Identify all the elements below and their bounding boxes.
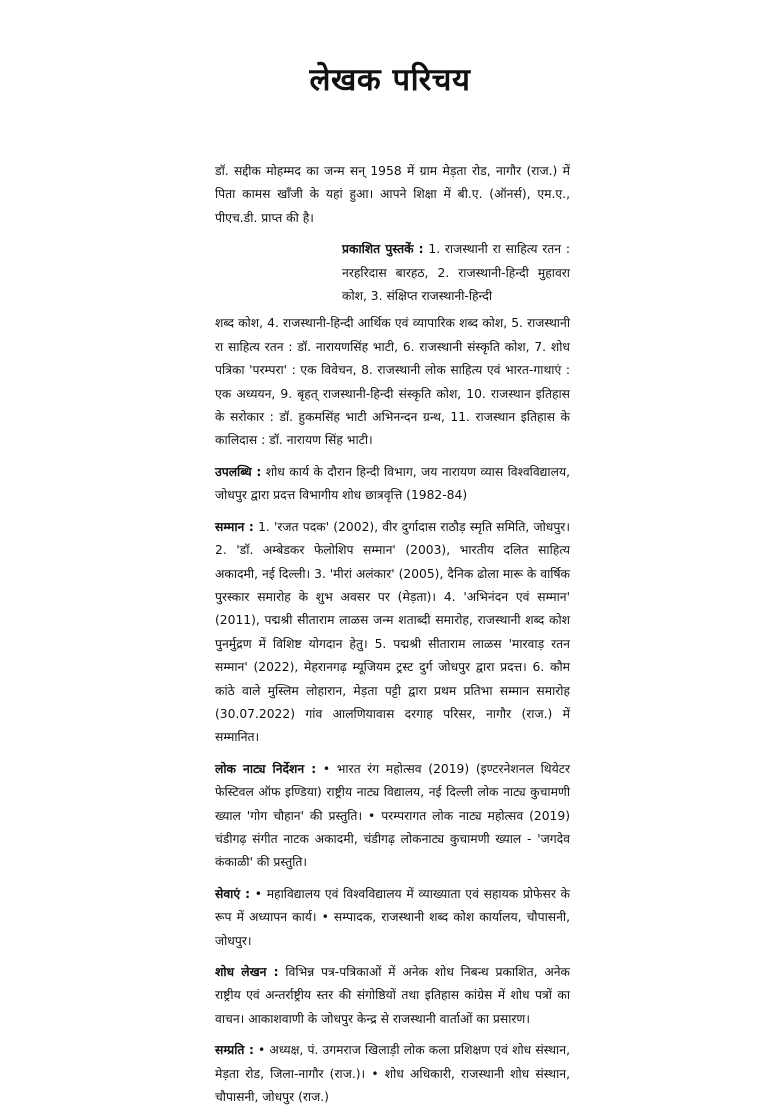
section-heading: सम्प्रति : (215, 1043, 254, 1058)
section-text: • महाविद्यालय एवं विश्वविद्यालय में व्याख्याता एवं सहायक प्रोफेसर के रूप में अध्यापन कार्य। • सम्पादक, राजस्थानी शब्द कोश कार्यालय, चौपासनी, जोधपुर। (215, 886, 570, 948)
section-text: 1. 'रजत पदक' (2002), वीर दुर्गादास राठौड़ स्मृति समिति, जोधपुर। 2. 'डॉ. अम्बेडकर फेलोशिप सम्मान' (2003), भारतीय दलित साहित्य अकादमी, नई दिल्ली। 3. 'मीरां अलंकार' (2005), दैनिक ढोला मारू के वार्षिक पुरस्कार समारोह के शुभ अवसर पर (मेड़ता)। 4. 'अभिनंदन एवं सम्मान' (2011), पद्मश्री सीताराम लाळस जन्म शताब्दी समारोह, राजस्थानी शब्द कोश पुनर्मुद्रण में विशिष्ट योगदान हेतु। 5. पद्मश्री सीताराम लाळस 'मारवाड़ रतन सम्मान' (2022), मेहरानगढ़ म्यूजियम ट्रस्ट दुर्ग जोधपुर द्वारा प्रदत्त। 6. कौम कांठे वाले मुस्लिम लोहारान, मेड़ता पट्टी द्वारा प्रथम प्रतिभा सम्मान समारोह (30.07.2022) गांव आलणियावास दरगाह परिसर, नागौर (राज.) में सम्मानित। (215, 519, 571, 745)
section-text: शोध कार्य के दौरान हिन्दी विभाग, जय नारायण व्यास विश्वविद्यालय, जोधपुर द्वारा प्रदत्त विभागीय शोध छात्रवृत्ति (1982-84) (215, 464, 570, 503)
section-heading: शोध लेखन : (215, 965, 279, 979)
section-text: • भारत रंग महोत्सव (2019) (इण्टरनेशनल थियेटर फेस्टिवल ऑफ इण्डिया) राष्ट्रीय नाट्य विद्यालय, नई दिल्ली लोक नाट्य कुचामणी ख्याल 'गोग चौहान' की प्रस्तुति। • परम्परागत लोक नाट्य महोत्सव (2019) चंडीगढ़ संगीत नाटक अकादमी, चंडीगढ़ लोकनाट्य कुचामणी ख्याल - 'जगदेव कंकाळी' की प्रस्तुति। (215, 761, 570, 870)
current-position-paragraph (215, 1039, 570, 1109)
honours-paragraph (215, 516, 570, 750)
folk-theatre-paragraph (215, 758, 570, 875)
publications-paragraph: शब्द कोश, 4. राजस्थानी-हिन्दी आर्थिक एवं व्यापारिक शब्द कोश, 5. राजस्थानी रा साहित्य रतन : डॉ. नारायणसिंह भाटी, 6. राजस्थानी संस्कृति कोश, 7. शोध पत्रिका 'परम्परा' : एक विवेचन, 8. राजस्थानी लोक साहित्य एवं भारत-गाथाएं : एक अध्ययन, 9. बृहत् राजस्थानी-हिन्दी संस्कृति कोश, 10. राजस्थान इतिहास के सरोकार : डॉ. हुकमसिंह भाटी अभिनन्दन ग्रन्थ, 11. राजस्थान इतिहास के कालिदास : डॉ. नारायण सिंह भाटी। (215, 316, 570, 448)
section-text: विभिन्न पत्र-पत्रिकाओं में अनेक शोध निबन्ध प्रकाशित, अनेक राष्ट्रीय एवं अन्तर्राष्ट्रीय स्तर की संगोष्ठियों तथा इतिहास कांग्रेस में शोध पत्रों का वाचन। आकाशवाणी के जोधपुर केन्द्र से राजस्थानी वार्ताओं का प्रसारण। (215, 965, 571, 1026)
intro-paragraph: डॉ. सद्दीक मोहम्मद का जन्म सन् 1958 में ग्राम मेड़ता रोड, नागौर (राज.) में पिता कामस खाँजी के यहां हुआ। आपने शिक्षा में बी.ए. (ऑनर्स), एम.ए., पीएच.डी. प्राप्त की है। (215, 164, 570, 225)
section-heading: लोक नाट्य निर्देशन : (215, 761, 317, 776)
section-text: • अध्यक्ष, पं. उगमराज खिलाड़ी लोक कला प्रशिक्षण एवं शोध संस्थान, मेड़ता रोड, जिला-नागौर (राज.)। • शोध अधिकारी, राजस्थानी शोध संस्थान, चौपासनी, जोधपुर (राज.) (215, 1043, 570, 1105)
section-heading: सेवाएं : (215, 886, 251, 901)
section-text: 1. राजस्थानी रा साहित्य रतन : नरहरिदास बारहठ, 2. राजस्थानी-हिन्दी मुहावरा कोश, 3. संक्षिप्त राजस्थानी-हिन्दी (342, 242, 570, 304)
services-paragraph (215, 883, 570, 953)
author-bio (215, 160, 570, 1113)
section-heading: सम्मान : (215, 519, 254, 534)
section-heading: उपलब्धि : (215, 464, 262, 479)
page-title: लेखक परिचय (309, 62, 471, 98)
achievement-paragraph (215, 461, 570, 508)
section-heading: प्रकाशित पुस्तकें : (342, 242, 424, 257)
research-writing-paragraph (215, 961, 570, 1031)
publications-paragraph-top (342, 238, 570, 308)
